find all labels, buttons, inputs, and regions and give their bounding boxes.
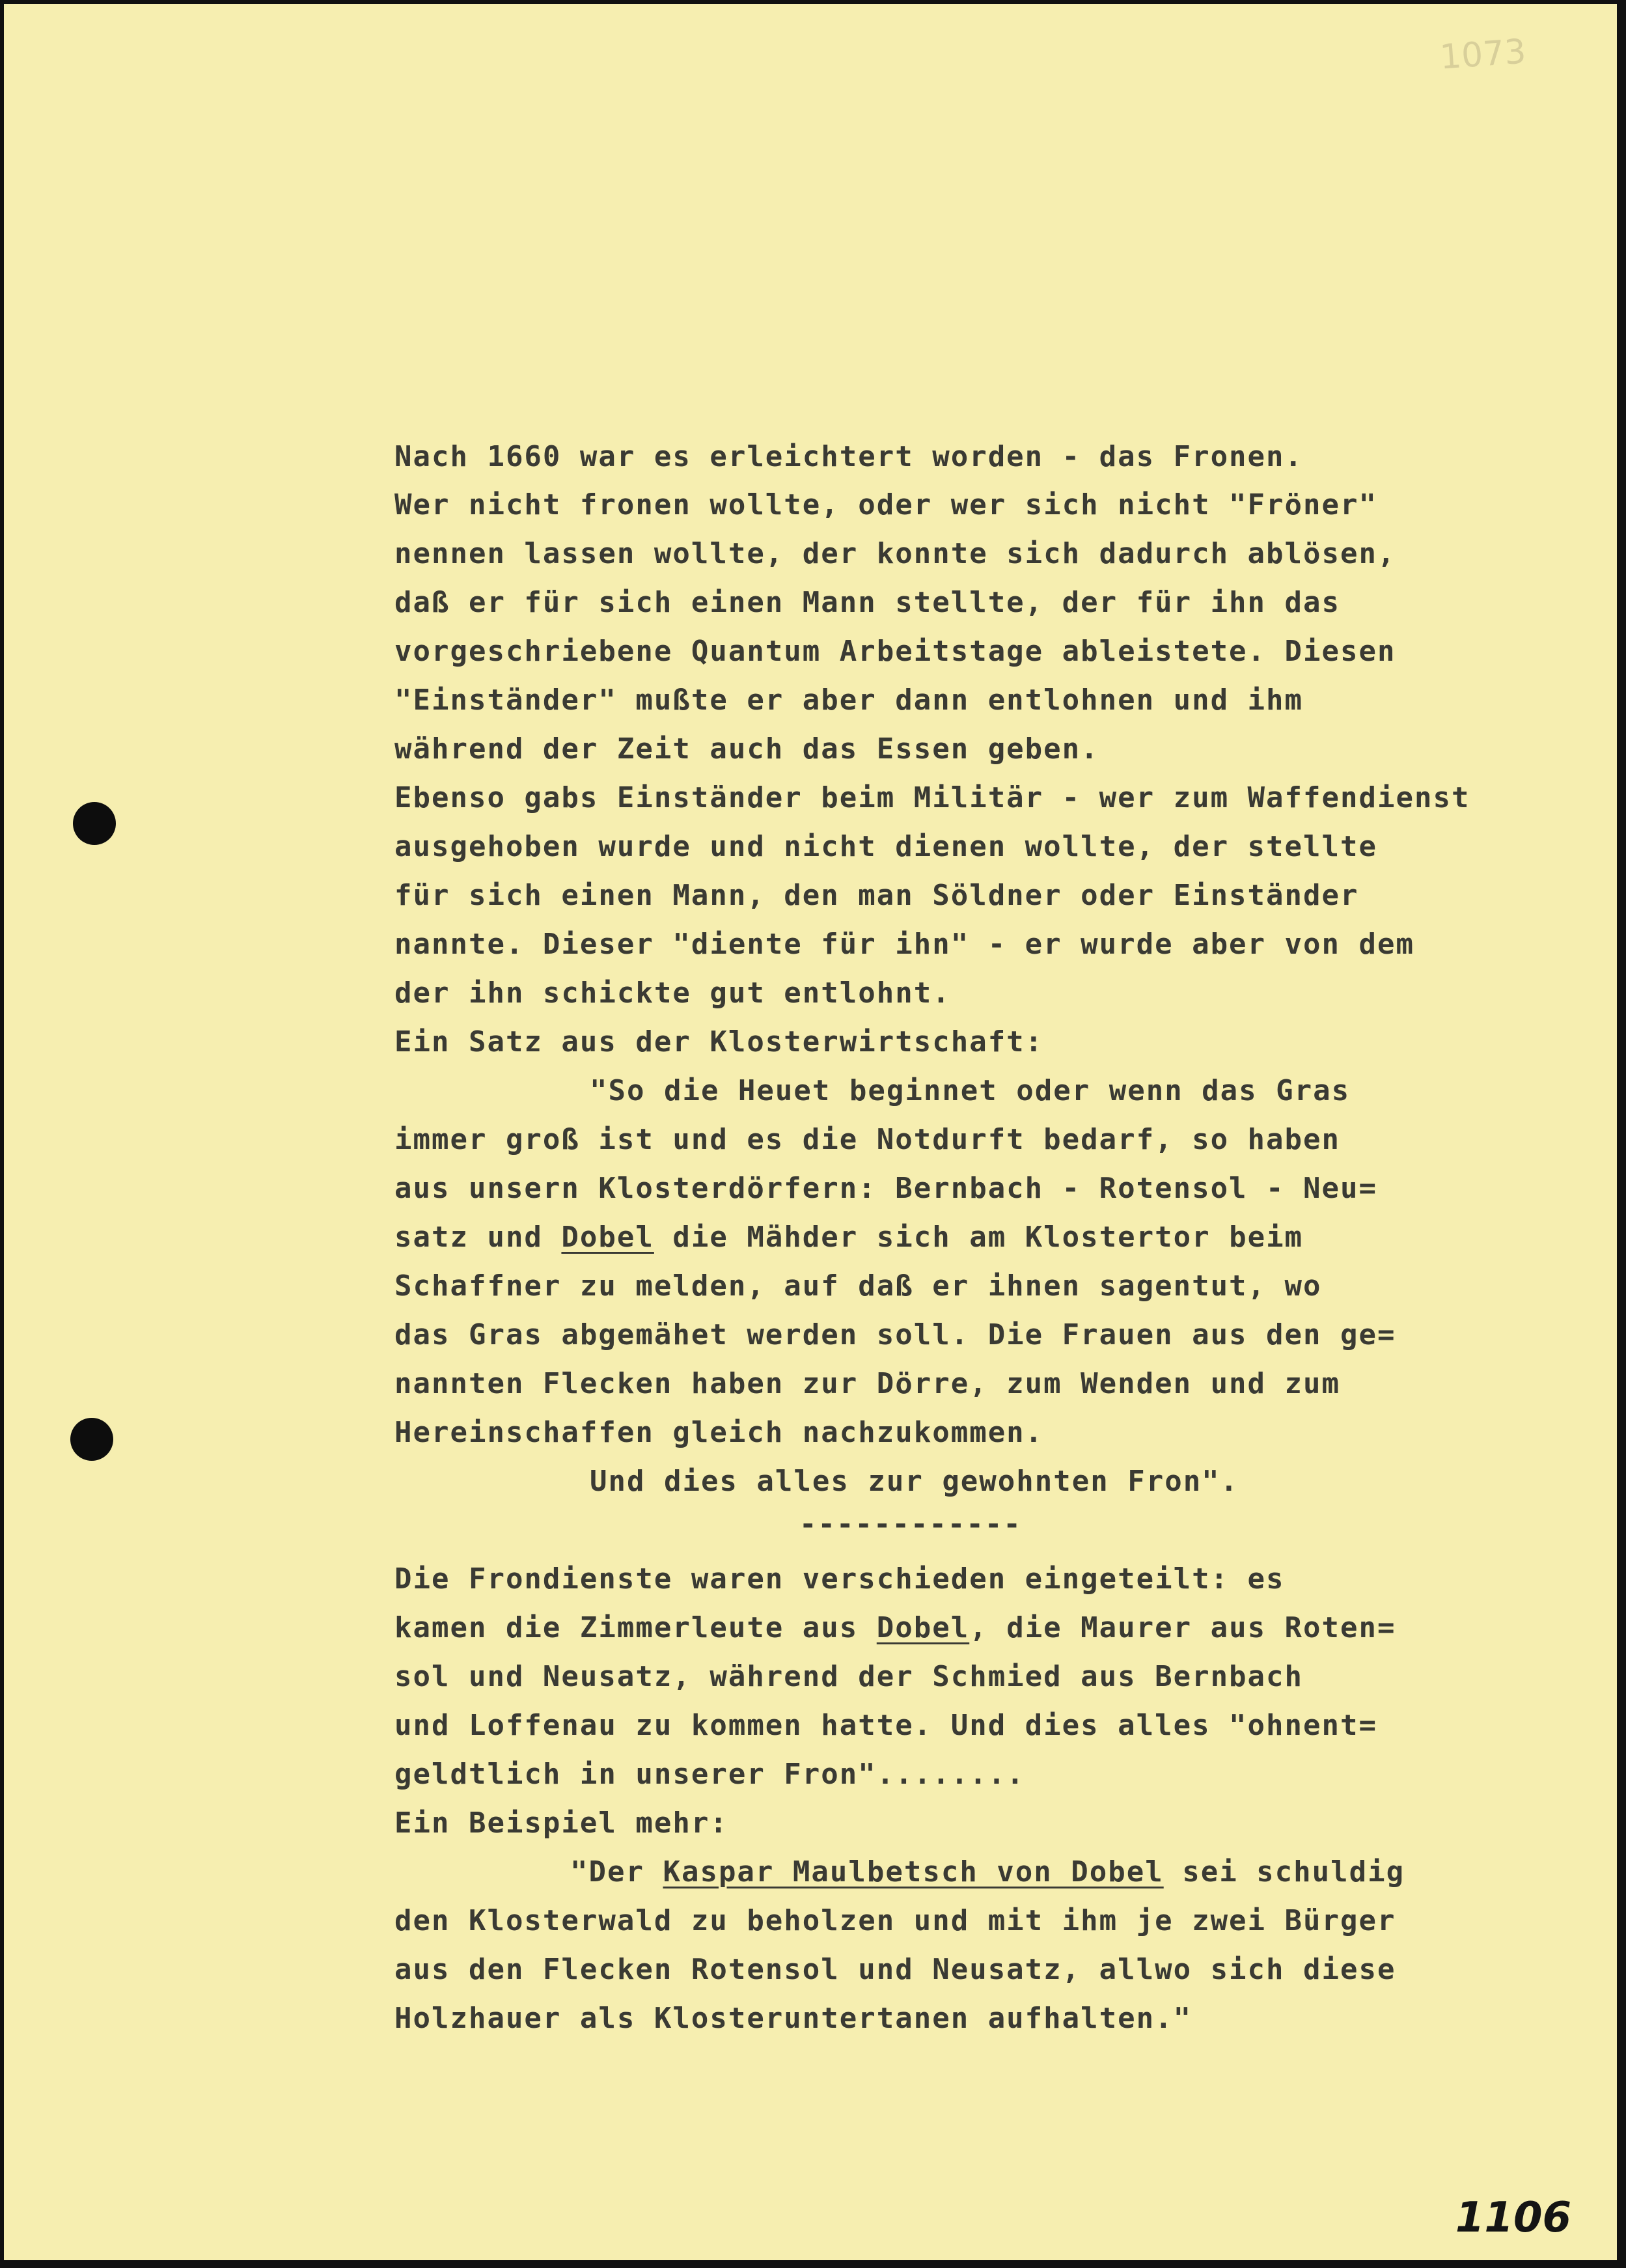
quote-line: "So die Heuet beginnet oder wenn das Gras: [590, 1074, 1351, 1107]
text-line: während der Zeit auch das Essen geben.: [394, 732, 1099, 766]
text-line: Die Frondienste waren verschieden eingeteilt: es: [394, 1562, 1285, 1596]
text-line: nannte. Dieser "diente für ihn" - er wurde aber von dem: [394, 928, 1414, 961]
quote-line: aus unsern Klosterdörfern: Bernbach - Rotensol - Neu=: [394, 1172, 1377, 1205]
punch-hole-upper: [73, 802, 116, 845]
quote-segment: sei schuldig: [1182, 1855, 1405, 1888]
quote-line: Und dies alles zur gewohnten Fron".: [590, 1465, 1239, 1498]
text-line: nennen lassen wollte, der konnte sich dadurch ablösen,: [394, 537, 1396, 570]
text-line: "Einständer" mußte er aber dann entlohnen und ihm: [394, 684, 1304, 717]
text-line: sol und Neusatz, während der Schmied aus Bernbach: [394, 1660, 1304, 1693]
quote-line: das Gras abgemähet werden soll. Die Frauen aus den ge=: [394, 1318, 1396, 1351]
punch-hole-lower: [70, 1418, 113, 1461]
quote-line: den Klosterwald zu beholzen und mit ihm je zwei Bürger: [394, 1904, 1396, 1937]
pencil-archive-number: 1073: [1438, 32, 1527, 77]
text-line: der ihn schickte gut entlohnt.: [394, 976, 951, 1010]
quote-line: Hereinschaffen gleich nachzukommen.: [394, 1416, 1044, 1449]
quote-line: Schaffner zu melden, auf daß er ihnen sagentut, wo: [394, 1269, 1322, 1303]
quote-line: immer groß ist und es die Notdurft bedarf, so haben: [394, 1123, 1341, 1156]
page-number: 1106: [1455, 2194, 1571, 2242]
quote-segment: "Der: [570, 1855, 644, 1888]
text-segment: , die Maurer aus Roten=: [969, 1611, 1396, 1644]
text-line: Wer nicht fronen wollte, oder wer sich nicht "Fröner": [394, 488, 1377, 521]
text-line: geldtlich in unserer Fron"........: [394, 1758, 1025, 1791]
text-line: ausgehoben wurde und nicht dienen wollte, der stellte: [394, 830, 1377, 863]
quote-line: [394, 1218, 1303, 1257]
text-line: Ebenso gabs Einständer beim Militär - wer zum Waffendienst: [394, 781, 1470, 814]
text-line: Ein Satz aus der Klosterwirtschaft:: [394, 1025, 1044, 1058]
underlined-place-dobel: Dobel: [876, 1611, 970, 1644]
text-line: daß er für sich einen Mann stellte, der für ihn das: [394, 586, 1341, 619]
text-line: vorgeschriebene Quantum Arbeitstage ableistete. Diesen: [394, 635, 1396, 668]
quote-line: nannten Flecken haben zur Dörre, zum Wenden und zum: [394, 1367, 1341, 1400]
text-line: [394, 1609, 1396, 1648]
text-line: Ein Beispiel mehr:: [394, 1806, 728, 1840]
text-line: Nach 1660 war es erleichtert worden - das Fronen.: [394, 440, 1304, 473]
text-segment: kamen die Zimmerleute aus: [394, 1611, 859, 1644]
quote-line: [570, 1853, 1405, 1892]
section-divider: ------------: [799, 1508, 1022, 1541]
text-line: für sich einen Mann, den man Söldner oder Einständer: [394, 879, 1359, 912]
quote-line: aus den Flecken Rotensol und Neusatz, allwo sich diese: [394, 1953, 1396, 1986]
text-line: und Loffenau zu kommen hatte. Und dies alles "ohnent=: [394, 1709, 1377, 1742]
quote-segment: die Mähder sich am Klostertor beim: [672, 1221, 1304, 1254]
quote-line: Holzhauer als Klosteruntertanen aufhalten.": [394, 2002, 1192, 2035]
underlined-person-name: Kaspar Maulbetsch von Dobel: [663, 1855, 1164, 1888]
document-page: [4, 4, 1617, 2260]
quote-segment: satz und: [394, 1221, 543, 1254]
underlined-place-dobel: Dobel: [561, 1221, 654, 1254]
